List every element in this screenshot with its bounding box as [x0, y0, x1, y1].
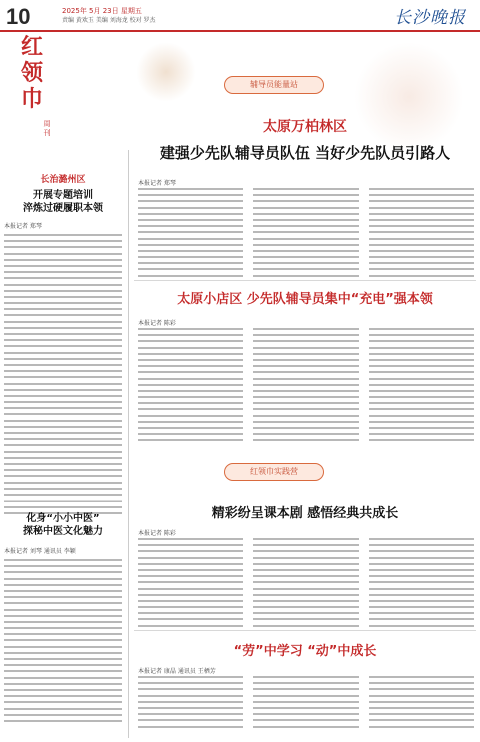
- article4-body: [138, 676, 474, 728]
- brand-char-2: 领: [20, 60, 43, 86]
- side-mid-byline: 本报记者 刘琴 通讯员 李颖: [4, 548, 76, 555]
- article4-byline: 本报记者 康晶 通讯员 王栖芳: [138, 668, 216, 675]
- date-line: 2025年 5月 23日 星期五: [62, 7, 142, 15]
- side-article-byline: 本报记者 郑琴: [4, 223, 42, 230]
- article1-kicker: 太原万柏林区: [263, 119, 347, 135]
- side-article-title-line2: 淬炼过硬履职本领: [23, 203, 103, 214]
- side-article-top: [4, 172, 122, 514]
- section-tag-counselor: 辅导员能量站: [224, 76, 324, 94]
- side-article-mid: [4, 512, 122, 722]
- side-article-title-line1: 开展专题培训: [33, 190, 93, 201]
- article2-body: [138, 328, 474, 441]
- side-divider: [4, 500, 122, 501]
- article4-title: “劳”中学习 “动”中成长: [233, 644, 377, 659]
- paper-logo: 长沙晚报: [394, 8, 466, 28]
- brand-char-3: 巾: [20, 86, 43, 112]
- column-divider: [128, 150, 129, 738]
- section-tag-practice: 红领巾实践营: [224, 463, 324, 481]
- brand-char-1: 红: [20, 34, 43, 60]
- side-article-body: [4, 234, 122, 514]
- article1-byline: 本报记者 郑琴: [138, 180, 176, 187]
- side-article-kicker: 长治潞州区: [40, 175, 86, 185]
- editors-line: 责编 黄欢玉 美编 刘海龙 校对 罗杰: [62, 17, 156, 24]
- article-divider-2: [134, 630, 476, 631]
- article2-title: 太原小店区 少先队辅导员集中“充电”强本领: [177, 292, 433, 307]
- side-mid-title-line2: 探秘中医文化魅力: [23, 526, 103, 537]
- brand-sub: 周刊: [43, 120, 51, 138]
- article1-title: 建强少先队辅导员队伍 当好少先队员引路人: [159, 144, 451, 162]
- side-mid-title-line1: 化身“小小中医”: [26, 513, 100, 524]
- article3-byline: 本报记者 陈彩: [138, 530, 176, 537]
- article2-byline: 本报记者 陈彩: [138, 320, 176, 327]
- masthead-rule: [0, 30, 480, 32]
- page-number: 10: [6, 4, 31, 29]
- column-brand: [4, 34, 60, 169]
- article3-title: 精彩纷呈课本剧 感悟经典共成长: [211, 506, 399, 521]
- article3-body: [138, 538, 474, 627]
- article-divider: [134, 280, 476, 281]
- side-mid-body: [4, 559, 122, 722]
- article1-body: [138, 188, 474, 277]
- decorative-circle-small: [136, 42, 196, 102]
- masthead: [0, 0, 480, 40]
